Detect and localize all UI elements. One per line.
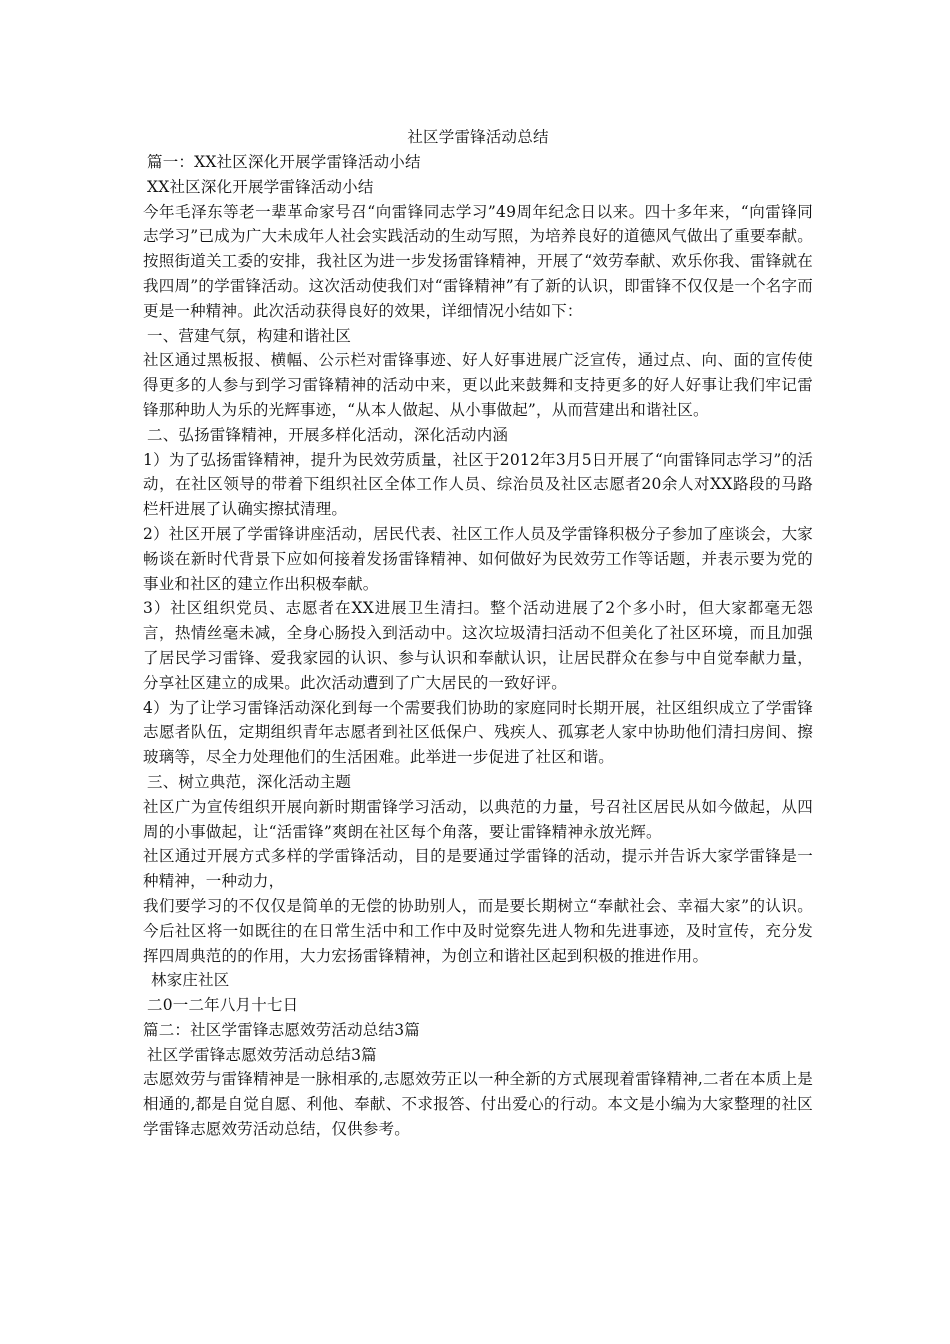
paragraph: 今年毛泽东等老一辈革命家号召“向雷锋同志学习”49周年纪念日以来。四十多年来，“向雷锋同志学习”已成为广大未成年人社会实践活动的生动写照，为培养良好的道德风气做出了重要奉献。按照街道关工委的安排，我社区为进一步发扬雷锋精神，开展了“效劳奉献、欢乐你我、雷锋就在我四周”的学雷锋活动。这次活动使我们对“雷锋精神”有了新的认识，即雷锋不仅仅是一个名字而更是一种精神。此次活动获得良好的效果，详细情况小结如下： [143,202,813,320]
document-title: 社区学雷锋活动总结 [407,128,549,146]
section-heading: 二、弘扬雷锋精神，开展多样化活动，深化活动内涵 [147,425,509,444]
document-body [143,124,813,1142]
section-heading: 三、树立典范，深化活动主题 [147,772,352,791]
paragraph: 社区通过开展方式多样的学雷锋活动，目的是要通过学雷锋的活动，提示并告诉大家学雷锋是一种精神，一种动力， [143,847,813,891]
paragraph: 社区广为宣传组织开展向新时期雷锋学习活动，以典范的力量，号召社区居民从如今做起，从四周的小事做起，让“活雷锋”爽朗在社区每个角落，要让雷锋精神永放光辉。 [143,797,813,841]
paragraph: 志愿效劳与雷锋精神是一脉相承的,志愿效劳正以一种全新的方式展现着雷锋精神,二者在本质上是相通的,都是自觉自愿、利他、奉献、不求报答、付出爱心的行动。本文是小编为大家整理的社区学雷锋志愿效劳活动总结，仅供参考。 [143,1070,813,1139]
section-heading-part-one: 篇一：XX社区深化开展学雷锋活动小结 [147,153,421,171]
section-heading-part-two: 篇二：社区学雷锋志愿效劳活动总结3篇 [143,1020,420,1039]
paragraph: 社区通过黑板报、横幅、公示栏对雷锋事迹、好人好事进展广泛宣传，通过点、向、面的宣传使得更多的人参与到学习雷锋精神的活动中来，更以此来鼓舞和支持更多的好人好事让我们牢记雷锋那种助人为乐的光辉事迹，“从本人做起、从小事做起”，从而营建出和谐社区。 [143,351,813,419]
signature-organization: 林家庄社区 [151,971,230,990]
paragraph: 我们要学习的不仅仅是简单的无偿的协助别人，而是要长期树立“奉献社会、幸福大家”的认识。今后社区将一如既往的在日常生活中和工作中及时觉察先进人物和先进事迹，及时宣传，充分发挥四周典范的的作用，大力宏扬雷锋精神，为创立和谐社区起到积极的推进作用。 [143,896,813,965]
subheading: 社区学雷锋志愿效劳活动总结3篇 [147,1045,377,1064]
section-heading: 一、营建气氛，构建和谐社区 [147,326,352,345]
signature-date: 二0一二年八月十七日 [147,996,299,1015]
paragraph: 1）为了弘扬雷锋精神，提升为民效劳质量，社区于2012年3月5日开展了“向雷锋同志学习”的活动，在社区领导的带着下组织社区全体工作人员、综治员及社区志愿者20余人对XX路段的马路栏杆进展了认确实擦拭清理。 [143,450,813,519]
paragraph: 4）为了让学习雷锋活动深化到每一个需要我们协助的家庭同时长期开展，社区组织成立了学雷锋志愿者队伍，定期组织青年志愿者到社区低保户、残疾人、孤寡老人家中协助他们清扫房间、擦玻璃等，尽全力处理他们的生活困难。此举进一步促进了社区和谐。 [143,698,813,767]
subheading: XX社区深化开展学雷锋活动小结 [147,177,374,196]
paragraph: 3）社区组织党员、志愿者在XX进展卫生清扫。整个活动进展了2个多小时，但大家都毫无怨言，热情丝毫未减，全身心肠投入到活动中。这次垃圾清扫活动不但美化了社区环境，而且加强了居民学习雷锋、爱我家园的认识、参与认识和奉献认识，让居民群众在参与中自觉奉献力量，分享社区建立的成果。此次活动遭到了广大居民的一致好评。 [143,599,813,692]
paragraph: 2）社区开展了学雷锋讲座活动，居民代表、社区工作人员及学雷锋积极分子参加了座谈会，大家畅谈在新时代背景下应如何接着发扬雷锋精神、如何做好为民效劳工作等话题，并表示要为党的事业和社区的建立作出积极奉献。 [143,524,813,593]
